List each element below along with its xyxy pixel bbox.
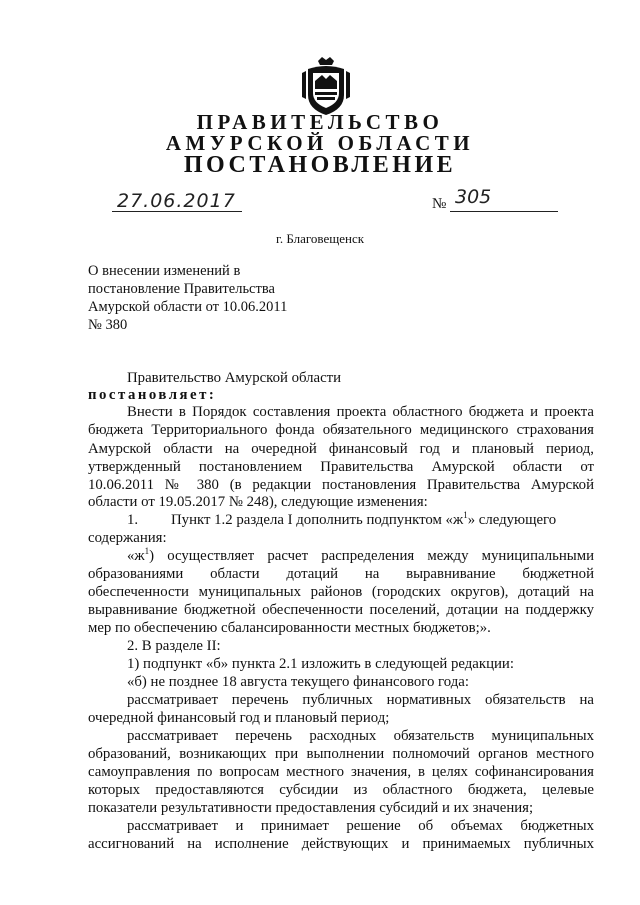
- body-line: рассматривает и принимает решение об объемах бюджетных: [127, 818, 594, 834]
- decree-number: 305: [455, 186, 492, 208]
- document-type-title: ПОСТАНОВЛЕНИЕ: [183, 152, 457, 178]
- body-line: показатели результативности предоставления субсидий и их значения;: [88, 800, 534, 816]
- body-line: Правительство Амурской области: [127, 370, 342, 386]
- body-line: образований, возникающих при выполнении полномочий органов местного: [88, 746, 594, 762]
- body-line: 1) подпункт «б» пункта 2.1 изложить в следующей редакции:: [127, 656, 514, 672]
- body-line: ассигнований на исполнение действующих и принимаемых публичных: [88, 836, 594, 852]
- government-title-line1: ПРАВИТЕЛЬСТВО: [196, 110, 444, 134]
- body-line: Пункт 1.2 раздела I дополнить подпунктом «$ж^1$» следующего: [171, 510, 557, 528]
- body-line: Амурской области на очередной финансовый год и плановый период,: [88, 441, 594, 457]
- body-line: бюджета Территориального фонда обязательного медицинского страхования: [88, 422, 594, 438]
- subject-line: Амурской области от 10.06.2011: [88, 299, 288, 315]
- coat-of-arms-emblem: [296, 55, 356, 117]
- government-title-line2: АМУРСКОЙ ОБЛАСТИ: [165, 131, 475, 155]
- body-line: «$ж^1$) осуществляет расчет распределения между муниципальными: [127, 546, 594, 564]
- body-line: образованиями области дотаций на выравнивание бюджетной: [88, 566, 594, 582]
- body-line: обеспеченности муниципальных районов (городских округов), дотаций на: [88, 584, 594, 600]
- body-line: самоуправления по вопросам местного значения, в целях софинансирования: [88, 764, 594, 780]
- subject-line: О внесении изменений в: [88, 263, 241, 279]
- body-line: очередной финансовый год и плановый период;: [88, 710, 390, 726]
- body-line: 10.06.2011 № 380 (в редакции постановления Правительства Амурской: [88, 477, 594, 493]
- number-label: №: [432, 196, 447, 212]
- body-line: области от 19.05.2017 № 248), следующие изменения:: [88, 494, 428, 510]
- subject-line: постановление Правительства: [88, 281, 275, 297]
- body-line: содержания:: [88, 530, 167, 546]
- body-line: Внести в Порядок составления проекта областного бюджета и проекта: [127, 404, 594, 420]
- city-name: г. Благовещенск: [275, 231, 365, 246]
- body-line: рассматривает перечень публичных нормативных обязательств на: [127, 692, 594, 708]
- body-line: мер по обеспечению сбалансированности местных бюджетов;».: [88, 620, 491, 636]
- body-line: рассматривает перечень расходных обязательств муниципальных: [127, 728, 594, 744]
- body-line-resolves: постановляет:: [88, 387, 217, 403]
- number-underline: [450, 211, 558, 212]
- date-underline: [112, 211, 242, 212]
- body-line: выравнивание бюджетной обеспеченности поселений, дотации на поддержку: [88, 602, 594, 618]
- decree-subject: [88, 262, 287, 334]
- body-line: утвержденный постановлением Правительства Амурской области от: [88, 459, 594, 475]
- decree-date: 27.06.2017: [117, 190, 236, 212]
- body-line: «б) не позднее 18 августа текущего финансового года:: [127, 674, 469, 690]
- item-1-number: 1.: [127, 512, 139, 528]
- body-line: которых предоставляются субсидии из областного бюджета, целевые: [88, 782, 594, 798]
- section-heading: 2. В разделе II:: [127, 638, 221, 654]
- subject-line: № 380: [88, 317, 128, 333]
